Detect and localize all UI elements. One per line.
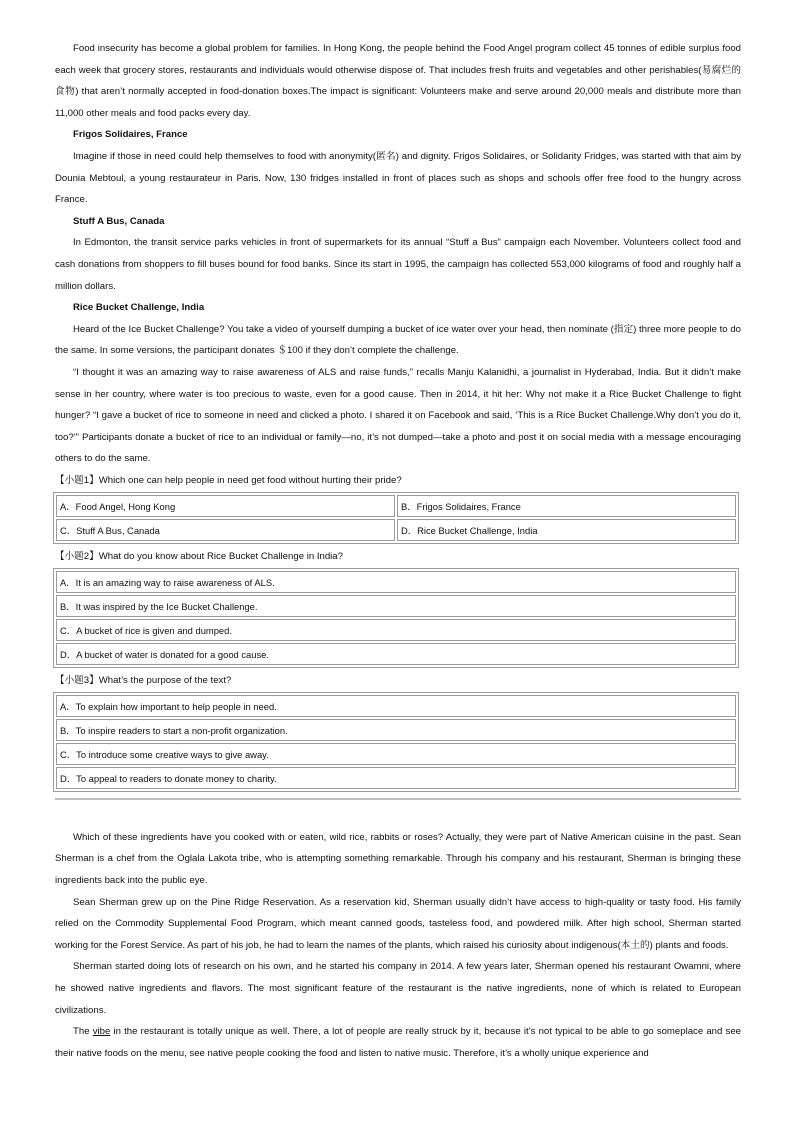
heading-india: Rice Bucket Challenge, India [73,302,205,314]
q1-option-b[interactable]: B．Frigos Solidaires, France [397,495,736,517]
passage2-p3: Sherman started doing lots of research on his own, and he started his company in 2014. A few years later, Sherman opened his restaurant Owamni, where he showed native ingredients and flavors. The most significant feature of the restaurant is the native ingredients, none of which is related to European civilizations. [55,961,741,1016]
q3-option-a[interactable]: A．To explain how important to help people in need. [56,695,736,717]
heading-canada: Stuff A Bus, Canada [73,215,165,227]
question-2-options [53,568,739,668]
question-1-stem: 【小题1】Which one can help people in need get food without hurting their pride? [55,474,402,486]
heading-france: Frigos Solidaires, France [73,129,188,141]
passage1-canada: In Edmonton, the transit service parks vehicles in front of supermarkets for its annual “Stuff a Bus” campaign each November. Volunteers collect food and cash donations from shoppers to fill buses bound for food banks. Since its start in 1995, the campaign has collected 553,000 kilograms of food and roughly half a million dollars. [55,237,741,292]
q1-option-c[interactable]: C．Stuff A Bus, Canada [56,519,395,541]
q3-option-c[interactable]: C．To introduce some creative ways to give away. [56,743,736,765]
passage2-p1: Which of these ingredients have you cooked with or eaten, wild rice, rabbits or roses? Actually, they were part of Native American cuisine in the past. Sean Sherman is a chef from the Oglala Lakota tribe, who is attempting something remarkable. Through his company and his restaurant, Sherman is bringing these ingredients back into the public eye. [55,831,741,887]
passage1-france: Imagine if those in need could help themselves to food with anonymity(匿名) and dignity. Frigos Solidaires, or Solidarity Fridges, was started with that aim by Dounia Mebtoul, a young restaurateur in Paris. Now, 130 fridges installed in front of places such as shops and schools offer free food to the hungry across France. [55,150,741,206]
underlined-word-vibe: vibe [92,1026,111,1038]
document-page [55,38,741,1064]
passage1-intro: Food insecurity has become a global problem for families. In Hong Kong, the people behind the Food Angel program collect 45 tonnes of edible surplus food each week that grocery stores, restaurants and individuals would otherwise dispose of. That includes fresh fruits and vegetables and other perishables(易腐烂的食物) that aren’t normally accepted in food-donation boxes.The impact is significant: Volunteers make and serve around 20,000 meals and distribute more than 11,000 other meals and food packs every day. [55,43,741,119]
q2-option-a[interactable]: A．It is an amazing way to raise awareness of ALS. [56,571,736,593]
passage2-p4-pre: The [73,1026,93,1038]
q2-option-c[interactable]: C．A bucket of rice is given and dumped. [56,619,736,641]
question-3-options [53,692,739,792]
q1-option-a[interactable]: A．Food Angel, Hong Kong [56,495,395,517]
q3-option-d[interactable]: D．To appeal to readers to donate money to charity. [56,767,736,789]
q1-option-d[interactable]: D．Rice Bucket Challenge, India [397,519,736,541]
passage2-p4-post: in the restaurant is totally unique as well. There, a lot of people are really struck by it, because it’s not typical to be able to go someplace and see their native foods on the menu, see native people cooking the food and listen to native music. Therefore, it’s a wholly unique experience and [55,1026,741,1059]
q3-option-b[interactable]: B．To inspire readers to start a non-profit organization. [56,719,736,741]
q2-option-b[interactable]: B．It was inspired by the Ice Bucket Challenge. [56,595,736,617]
question-1-options [53,492,739,544]
question-3-stem: 【小题3】What’s the purpose of the text? [55,674,232,686]
section-gap [55,800,741,827]
passage1-india-1: Heard of the Ice Bucket Challenge? You take a video of yourself dumping a bucket of ice water over your head, then nominate (指定) three more people to do the same. In some versions, the participant donates ＄100 if they don’t complete the challenge. [55,323,741,357]
passage2-p4 [55,1021,741,1064]
question-2-stem: 【小题2】What do you know about Rice Bucket Challenge in India? [55,550,343,562]
passage1-india-2: “I thought it was an amazing way to raise awareness of ALS and raise funds,” recalls Manju Kalanidhi, a journalist in Hyderabad, India. But it didn’t make sense in her country, where water is too precious to waste, even for a good cause. Then in 2014, it hit her: Why not make it a Rice Bucket Challenge to fight hunger? “I gave a bucket of rice to someone in need and clicked a photo. I shared it on Facebook and said, ‘This is a Rice Bucket Challenge.Why don’t you do it, too?’” Participants donate a bucket of rice to an individual or family—no, it’s not dumped—take a photo and post it on social media with a message encouraging others to do the same. [55,366,741,465]
passage2-p2: Sean Sherman grew up on the Pine Ridge Reservation. As a reservation kid, Sherman usually didn’t have access to high-quality or tasty food. His family relied on the Commodity Supplemental Food Program, which meant canned goods, tasteless food, and powdered milk. After high school, Sherman started working for the Forest Service. As part of his job, he had to learn the names of the plants, which raised his curiosity about indigenous(本土的) plants and foods. [55,896,741,951]
q2-option-d[interactable]: D．A bucket of water is donated for a good cause. [56,643,736,665]
